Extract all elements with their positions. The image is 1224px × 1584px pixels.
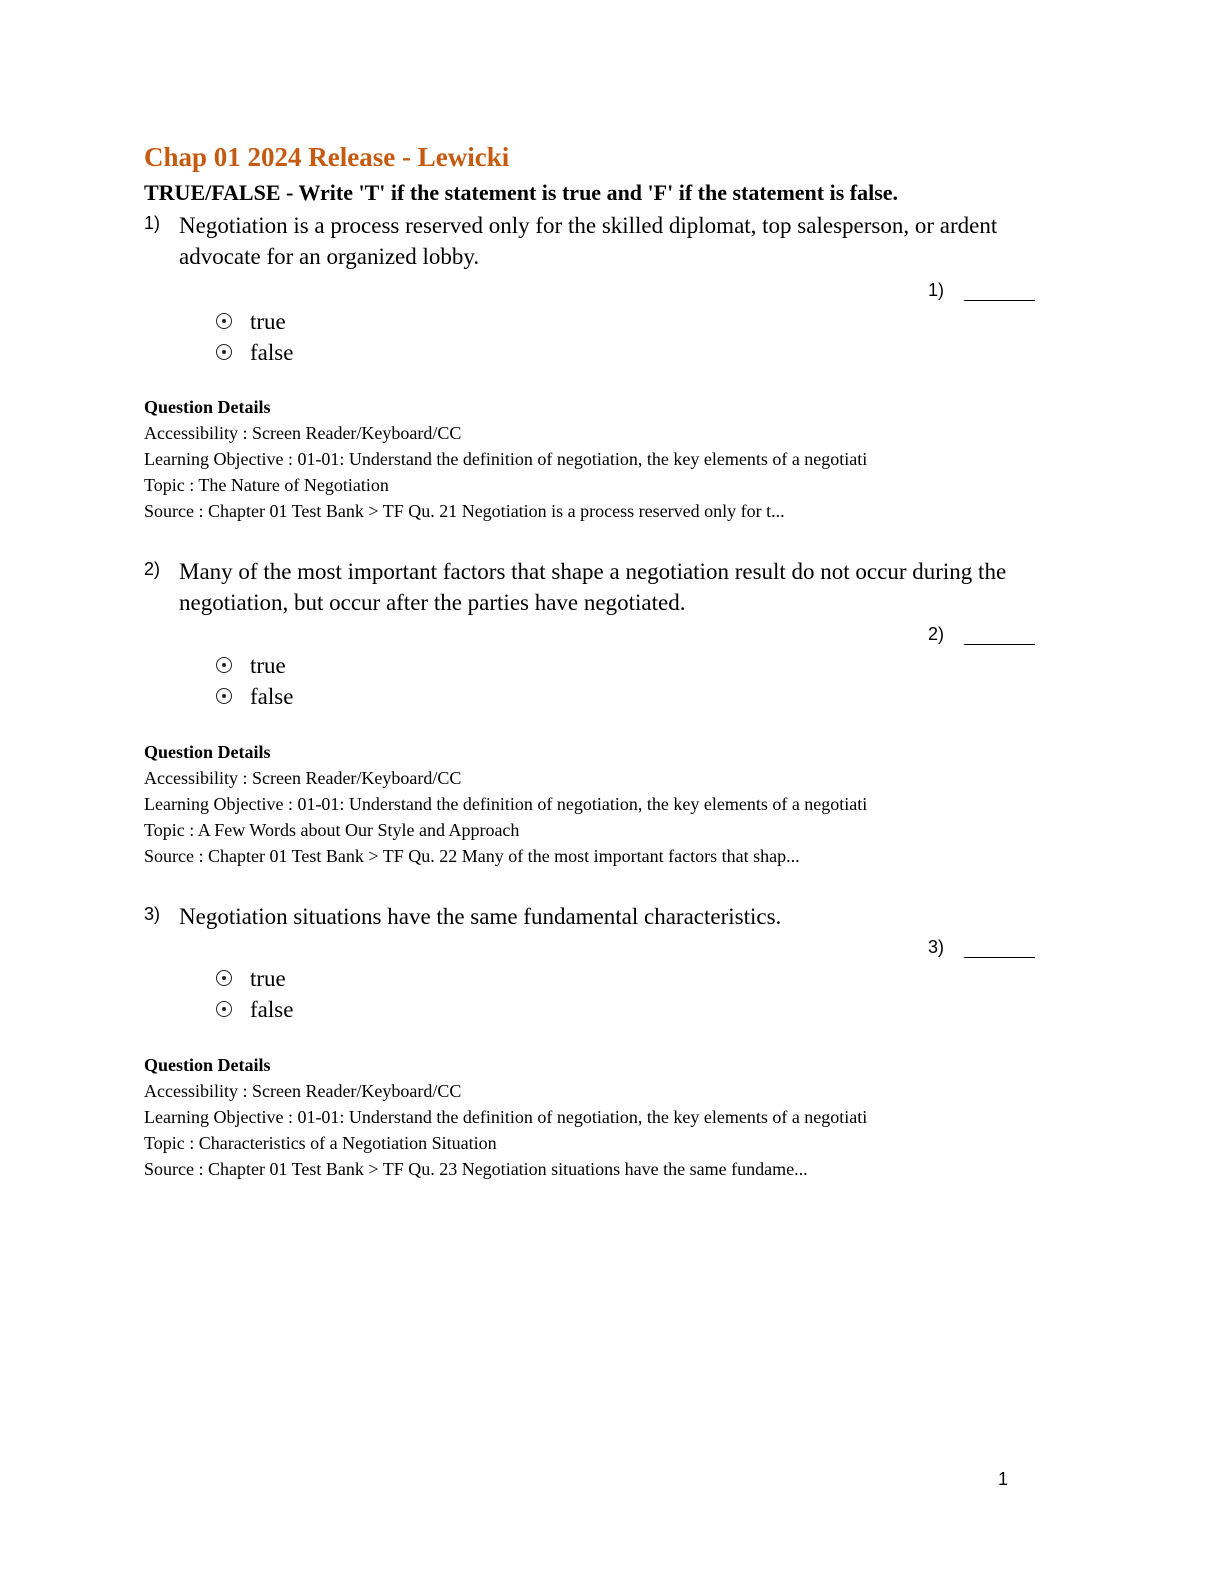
option-false[interactable] — [216, 681, 516, 712]
details-topic: Topic : A Few Words about Our Style and Approach — [144, 820, 520, 840]
radio-icon[interactable] — [216, 1001, 232, 1017]
details-source: Source : Chapter 01 Test Bank > TF Qu. 22 Many of the most important factors that shap... — [144, 846, 800, 866]
details-learning-objective: Learning Objective : 01-01: Understand the definition of negotiation, the key elements of a negotiati — [144, 1107, 868, 1127]
question-text: Negotiation situations have the same fundamental characteristics. — [179, 904, 782, 929]
details-topic: Topic : Characteristics of a Negotiation Situation — [144, 1133, 497, 1153]
details-accessibility: Accessibility : Screen Reader/Keyboard/CC — [144, 423, 462, 443]
question-number: 3) — [144, 904, 161, 924]
option-label: true — [250, 653, 286, 678]
option-false[interactable] — [216, 994, 516, 1025]
option-true[interactable] — [216, 963, 516, 994]
radio-icon[interactable] — [216, 970, 232, 986]
answer-number: 1) — [928, 280, 945, 300]
document-title: Chap 01 2024 Release - Lewicki — [144, 142, 510, 172]
details-source: Source : Chapter 01 Test Bank > TF Qu. 23 Negotiation situations have the same fundame... — [144, 1159, 808, 1179]
answer-line — [964, 957, 1035, 958]
answer-blank[interactable] — [928, 624, 1038, 654]
answer-number: 2) — [928, 624, 945, 644]
details-learning-objective: Learning Objective : 01-01: Understand the definition of negotiation, the key elements of a negotiati — [144, 794, 868, 814]
option-label: false — [250, 997, 294, 1022]
answer-options — [216, 963, 516, 1025]
answer-line — [964, 644, 1035, 645]
details-heading: Question Details — [144, 397, 271, 417]
question-text: Negotiation is a process reserved only for the skilled diplomat, top salesperson, or ardent advocate for an organized lobby. — [179, 213, 998, 269]
section-instructions: TRUE/FALSE - Write 'T' if the statement is true and 'F' if the statement is false. — [144, 180, 899, 205]
answer-number: 3) — [928, 937, 945, 957]
option-label: true — [250, 309, 286, 334]
option-false[interactable] — [216, 337, 516, 368]
question-details — [144, 739, 1024, 869]
answer-options — [216, 306, 516, 368]
radio-icon[interactable] — [216, 657, 232, 673]
option-true[interactable] — [216, 306, 516, 337]
details-accessibility: Accessibility : Screen Reader/Keyboard/CC — [144, 1081, 462, 1101]
answer-options — [216, 650, 516, 712]
details-heading: Question Details — [144, 1055, 271, 1075]
details-source: Source : Chapter 01 Test Bank > TF Qu. 21 Negotiation is a process reserved only for t... — [144, 501, 785, 521]
question-number: 2) — [144, 559, 161, 579]
answer-blank[interactable] — [928, 937, 1038, 967]
radio-icon[interactable] — [216, 313, 232, 329]
option-label: false — [250, 684, 294, 709]
question-details — [144, 1052, 1024, 1182]
details-learning-objective: Learning Objective : 01-01: Understand the definition of negotiation, the key elements of a negotiati — [144, 449, 868, 469]
answer-blank[interactable] — [928, 280, 1038, 310]
page-number: 1 — [998, 1469, 1009, 1489]
question-number: 1) — [144, 213, 161, 233]
details-topic: Topic : The Nature of Negotiation — [144, 475, 389, 495]
details-accessibility: Accessibility : Screen Reader/Keyboard/CC — [144, 768, 462, 788]
option-label: false — [250, 340, 294, 365]
option-label: true — [250, 966, 286, 991]
radio-icon[interactable] — [216, 688, 232, 704]
question-details — [144, 394, 1024, 524]
option-true[interactable] — [216, 650, 516, 681]
question-text: Many of the most important factors that shape a negotiation result do not occur during the negotiation, but occur after the parties have negotiated. — [179, 559, 1007, 615]
answer-line — [964, 300, 1035, 301]
details-heading: Question Details — [144, 742, 271, 762]
radio-icon[interactable] — [216, 344, 232, 360]
